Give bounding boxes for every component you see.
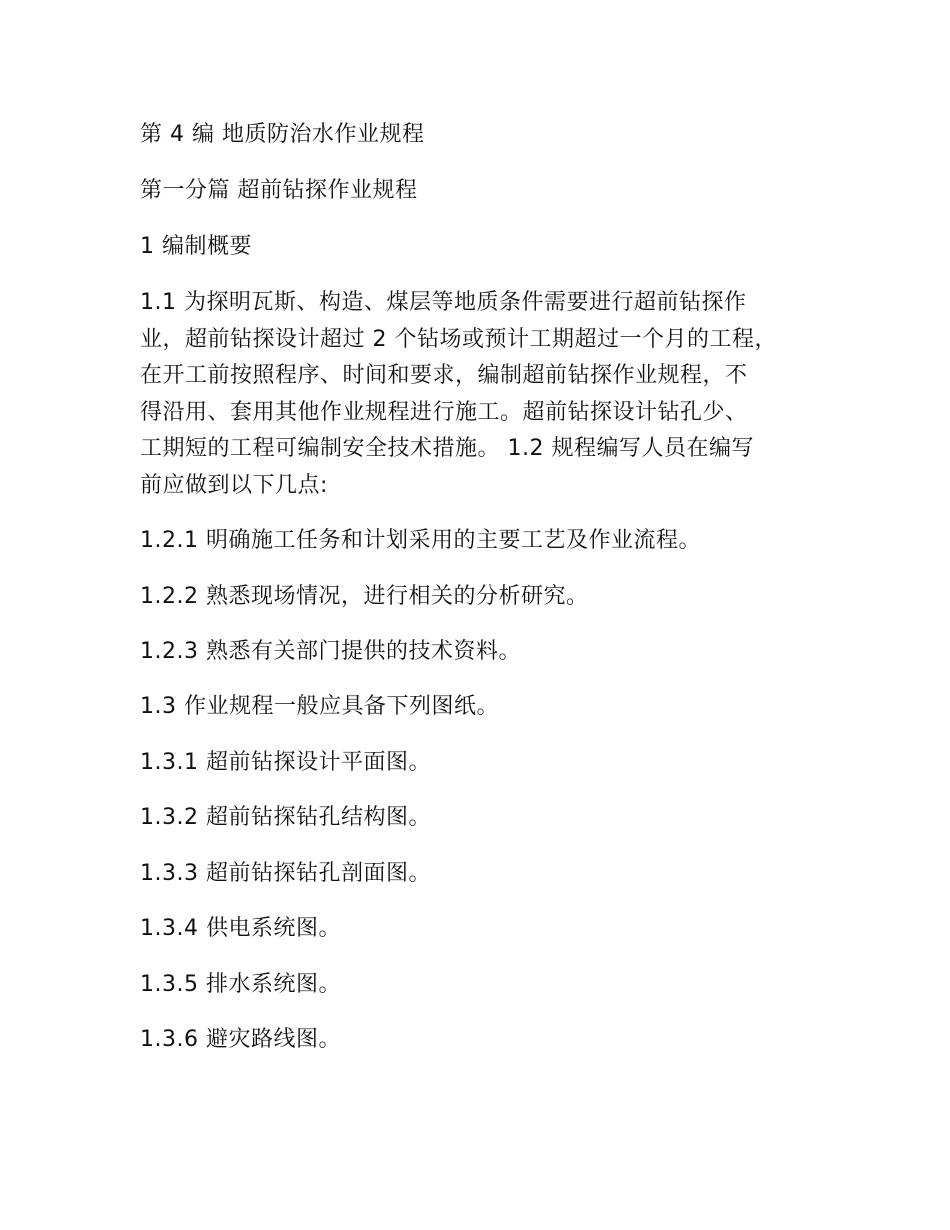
- list-item: 1.3.6 避灾路线图。: [140, 1027, 341, 1052]
- list-item: 1.3.3 超前钻探钻孔剖面图。: [140, 861, 431, 886]
- chapter-title: 1 编制概要: [140, 234, 252, 259]
- list-item: 1.2.1 明确施工任务和计划采用的主要工艺及作业流程。: [140, 528, 701, 553]
- paragraph-line: 得沿用、套用其他作业规程进行施工。超前钻探设计钻孔少、: [140, 399, 748, 425]
- list-item: 1.3.1 超前钻探设计平面图。: [140, 750, 431, 775]
- list-item: 1.2.3 熟悉有关部门提供的技术资料。: [140, 639, 521, 664]
- paragraph-line: 1.1 为探明瓦斯、构造、煤层等地质条件需要进行超前钻探作: [140, 290, 747, 315]
- paragraph-line: 前应做到以下几点:: [140, 472, 328, 498]
- paragraph-1-1: [140, 285, 830, 504]
- list-item: 1.3 作业规程一般应具备下列图纸。: [140, 694, 499, 719]
- list-item: 1.3.5 排水系统图。: [140, 972, 341, 997]
- list-item: 1.3.2 超前钻探钻孔结构图。: [140, 805, 431, 830]
- section-title: 第一分篇 超前钻探作业规程: [140, 178, 418, 203]
- part-title: 第 4 编 地质防治水作业规程: [140, 122, 425, 147]
- paragraph-line: 在开工前按照程序、时间和要求，编制超前钻探作业规程，不: [140, 363, 748, 388]
- paragraph-line: 业，超前钻探设计超过 2 个钻场或预计工期超过一个月的工程，: [140, 326, 777, 352]
- list-item: 1.3.4 供电系统图。: [140, 916, 341, 941]
- list-item: 1.2.2 熟悉现场情况，进行相关的分析研究。: [140, 584, 589, 609]
- paragraph-line: 工期短的工程可编制安全技术措施。 1.2 规程编写人员在编写: [140, 436, 754, 461]
